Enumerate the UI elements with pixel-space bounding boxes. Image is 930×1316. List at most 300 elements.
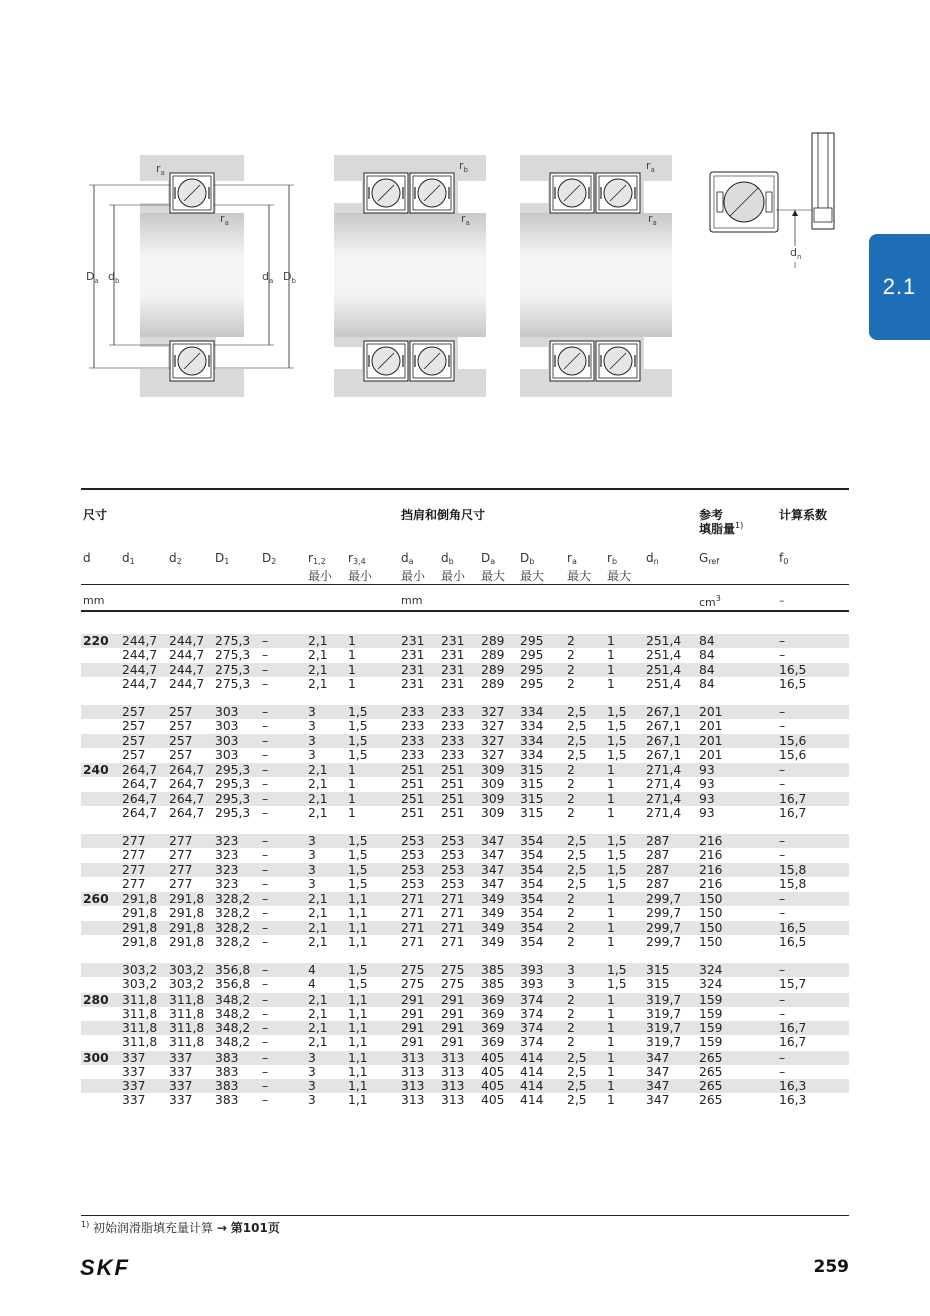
cell-da: 271	[401, 920, 425, 935]
cell-d2: 291,8	[169, 934, 205, 949]
cell-ra: 2,5	[567, 705, 587, 719]
cell-da: 313	[401, 1093, 425, 1108]
cell-D1: 275,3	[215, 648, 251, 663]
cell-Gref: 93	[699, 763, 715, 777]
cell-dn: 267,1	[646, 705, 682, 719]
label-ra: $r_a$	[648, 212, 657, 227]
table-row	[81, 1079, 849, 1093]
cell-D1: 383	[215, 1064, 239, 1079]
cell-f0: 15,6	[779, 747, 807, 762]
cell-f0: –	[779, 1064, 786, 1079]
cell-db: 233	[441, 733, 465, 748]
cell-r34: 1,5	[348, 705, 368, 719]
cell-ra: 2	[567, 662, 575, 677]
cell-ra: 2	[567, 676, 575, 691]
cell-r34: 1,5	[348, 719, 368, 734]
cell-D2: –	[262, 791, 269, 806]
cell-Da: 289	[481, 676, 505, 691]
header-dimensions: 尺寸	[83, 508, 108, 522]
table-bottom-rule	[81, 1215, 849, 1216]
cell-f0: –	[779, 648, 786, 663]
cell-dn: 271,4	[646, 763, 682, 777]
cell-r34: 1,5	[348, 848, 368, 863]
cell-Db: 354	[520, 934, 544, 949]
cell-r12: 2,1	[308, 1006, 328, 1021]
cell-Da: 309	[481, 791, 505, 806]
cell-rb: 1	[607, 892, 615, 906]
table-row	[81, 719, 849, 733]
table-row	[81, 892, 849, 906]
cell-da: 251	[401, 777, 425, 792]
cell-Gref: 159	[699, 1035, 723, 1050]
cell-f0: –	[779, 777, 786, 792]
cell-d2: 244,7	[169, 676, 205, 691]
cell-Da: 369	[481, 1035, 505, 1050]
cell-D2: –	[262, 1035, 269, 1050]
cell-d2: 311,8	[169, 1035, 205, 1050]
cell-f0: –	[779, 719, 786, 734]
cell-ra: 2,5	[567, 1064, 587, 1079]
cell-Db: 414	[520, 1064, 544, 1079]
col-f0: $f_0$	[779, 551, 789, 566]
cell-d2: 291,8	[169, 920, 205, 935]
cell-f0: 16,5	[779, 934, 807, 949]
cell-d1: 291,8	[122, 934, 158, 949]
cell-ra: 2	[567, 777, 575, 792]
cell-Da: 349	[481, 920, 505, 935]
cell-r12: 3	[308, 1050, 316, 1065]
units-rule	[81, 584, 849, 585]
cell-d1: 264,7	[122, 777, 158, 792]
cell-Da: 327	[481, 733, 505, 748]
cell-db: 253	[441, 848, 465, 863]
table-row	[81, 1051, 849, 1065]
table-row	[81, 1093, 849, 1107]
cell-Da: 405	[481, 1050, 505, 1065]
cell-da: 275	[401, 963, 425, 977]
cell-d1: 311,8	[122, 1021, 158, 1035]
cell-Db: 414	[520, 1079, 544, 1093]
cell-d2: 257	[169, 705, 193, 719]
cell-Gref: 84	[699, 634, 715, 648]
cell-r12: 3	[308, 747, 316, 762]
cell-r12: 2,1	[308, 1035, 328, 1050]
cell-db: 275	[441, 963, 465, 977]
cell-D1: 295,3	[215, 763, 251, 777]
cell-r34: 1	[348, 634, 356, 648]
cell-r12: 3	[308, 1064, 316, 1079]
cell-ra: 2	[567, 934, 575, 949]
cell-dn: 315	[646, 963, 670, 977]
section-tab: 2.1	[869, 234, 930, 340]
cell-Db: 295	[520, 662, 544, 677]
cell-Da: 385	[481, 963, 505, 977]
cell-ra: 2	[567, 906, 575, 921]
footnote-marker: 1)	[735, 521, 744, 530]
cell-db: 271	[441, 934, 465, 949]
cell-D2: –	[262, 676, 269, 691]
cell-rb: 1,5	[607, 876, 627, 891]
cell-D2: –	[262, 906, 269, 921]
cell-f0: 15,8	[779, 862, 807, 877]
cell-D1: 356,8	[215, 963, 251, 977]
cell-da: 251	[401, 763, 425, 777]
cell-D1: 356,8	[215, 977, 251, 992]
cell-D1: 348,2	[215, 1021, 251, 1035]
label-db: $d_b$	[108, 270, 120, 285]
cell-d2: 337	[169, 1050, 193, 1065]
table-row	[81, 763, 849, 777]
label-Db: $D_b$	[283, 270, 296, 285]
cell-Gref: 84	[699, 648, 715, 663]
cell-ra: 2,5	[567, 719, 587, 734]
cell-d2: 277	[169, 876, 193, 891]
cell-d: 240	[83, 763, 109, 777]
cell-da: 271	[401, 934, 425, 949]
cell-D2: –	[262, 719, 269, 734]
cell-dn: 347	[646, 1050, 670, 1065]
cell-d1: 277	[122, 834, 146, 848]
cell-ra: 2,5	[567, 1093, 587, 1108]
table-row	[81, 677, 849, 691]
cell-dn: 251,4	[646, 648, 682, 663]
cell-D2: –	[262, 1050, 269, 1065]
cell-d1: 264,7	[122, 805, 158, 820]
cell-dn: 267,1	[646, 747, 682, 762]
cell-Da: 327	[481, 747, 505, 762]
cell-d1: 257	[122, 705, 146, 719]
cell-Gref: 324	[699, 963, 723, 977]
cell-D2: –	[262, 977, 269, 992]
cell-d2: 264,7	[169, 763, 205, 777]
cell-Db: 374	[520, 992, 544, 1007]
cell-da: 233	[401, 747, 425, 762]
cell-d2: 311,8	[169, 992, 205, 1007]
cell-ra: 2	[567, 805, 575, 820]
cell-db: 233	[441, 705, 465, 719]
cell-Gref: 201	[699, 747, 723, 762]
cell-db: 313	[441, 1079, 465, 1093]
cell-db: 291	[441, 992, 465, 1007]
cell-ra: 2	[567, 648, 575, 663]
cell-da: 313	[401, 1064, 425, 1079]
cell-D2: –	[262, 834, 269, 848]
cell-d1: 257	[122, 719, 146, 734]
cell-d1: 291,8	[122, 892, 158, 906]
cell-r34: 1,5	[348, 733, 368, 748]
table-row	[81, 977, 849, 991]
cell-rb: 1	[607, 763, 615, 777]
bearing-arrangement-drawings	[0, 0, 930, 420]
cell-d2: 277	[169, 848, 193, 863]
cell-r12: 2,1	[308, 1021, 328, 1035]
cell-D2: –	[262, 733, 269, 748]
cell-r34: 1	[348, 763, 356, 777]
page-number: 259	[813, 1257, 849, 1277]
cell-r34: 1	[348, 648, 356, 663]
cell-D2: –	[262, 634, 269, 648]
cell-rb: 1,5	[607, 862, 627, 877]
cell-d2: 257	[169, 733, 193, 748]
cell-dn: 347	[646, 1093, 670, 1108]
cell-Db: 374	[520, 1021, 544, 1035]
cell-r34: 1,1	[348, 1050, 368, 1065]
cell-D1: 275,3	[215, 634, 251, 648]
cell-r12: 3	[308, 862, 316, 877]
cell-db: 253	[441, 862, 465, 877]
cell-d2: 291,8	[169, 892, 205, 906]
cell-da: 233	[401, 705, 425, 719]
cell-rb: 1,5	[607, 963, 627, 977]
cell-d1: 303,2	[122, 977, 158, 992]
cell-D2: –	[262, 1093, 269, 1108]
table-row	[81, 648, 849, 662]
cell-Da: 369	[481, 1021, 505, 1035]
cell-dn: 299,7	[646, 906, 682, 921]
cell-D1: 328,2	[215, 892, 251, 906]
cell-Da: 385	[481, 977, 505, 992]
cell-Gref: 324	[699, 977, 723, 992]
cell-rb: 1	[607, 1079, 615, 1093]
cell-ra: 2	[567, 920, 575, 935]
cell-Db: 414	[520, 1050, 544, 1065]
cell-Da: 309	[481, 763, 505, 777]
cell-rb: 1,5	[607, 719, 627, 734]
cell-Da: 289	[481, 634, 505, 648]
cell-D1: 303	[215, 733, 239, 748]
drawing-face-to-face-bearings	[520, 155, 672, 397]
cell-d2: 277	[169, 834, 193, 848]
cell-Da: 405	[481, 1079, 505, 1093]
cell-r12: 3	[308, 1079, 316, 1093]
cell-d1: 277	[122, 848, 146, 863]
cell-f0: 15,7	[779, 977, 807, 992]
cell-D1: 383	[215, 1093, 239, 1108]
cell-d2: 264,7	[169, 791, 205, 806]
label-ra: $r_a$	[646, 159, 655, 174]
cell-d2: 311,8	[169, 1021, 205, 1035]
drawing-single-bearing	[86, 155, 296, 397]
cell-Gref: 265	[699, 1079, 723, 1093]
cell-d2: 337	[169, 1079, 193, 1093]
cell-Gref: 159	[699, 992, 723, 1007]
cell-rb: 1	[607, 777, 615, 792]
cell-r12: 2,1	[308, 805, 328, 820]
cell-da: 253	[401, 834, 425, 848]
cell-Gref: 265	[699, 1093, 723, 1108]
cell-dn: 267,1	[646, 719, 682, 734]
cell-Gref: 201	[699, 733, 723, 748]
cell-ra: 2,5	[567, 1079, 587, 1093]
label-ra: $r_a$	[461, 212, 470, 227]
cell-da: 253	[401, 848, 425, 863]
unit-mm: mm	[83, 594, 105, 607]
cell-da: 291	[401, 1021, 425, 1035]
table-row	[81, 663, 849, 677]
cell-Db: 334	[520, 705, 544, 719]
cell-dn: 347	[646, 1064, 670, 1079]
cell-rb: 1,5	[607, 848, 627, 863]
cell-dn: 287	[646, 862, 670, 877]
cell-db: 271	[441, 920, 465, 935]
cell-r34: 1,1	[348, 906, 368, 921]
cell-Gref: 159	[699, 1021, 723, 1035]
footnote-page-link[interactable]: 第101页	[230, 1221, 280, 1235]
cell-f0: 16,5	[779, 662, 807, 677]
cell-d2: 311,8	[169, 1006, 205, 1021]
cell-f0: –	[779, 848, 786, 863]
cell-da: 231	[401, 648, 425, 663]
cell-ra: 2	[567, 634, 575, 648]
cell-r12: 2,1	[308, 992, 328, 1007]
cell-db: 231	[441, 648, 465, 663]
cell-f0: –	[779, 892, 786, 906]
label-ra: $r_a$	[220, 212, 229, 227]
cell-r12: 2,1	[308, 892, 328, 906]
cell-Db: 315	[520, 805, 544, 820]
cell-rb: 1,5	[607, 733, 627, 748]
cell-r34: 1,5	[348, 747, 368, 762]
cell-dn: 347	[646, 1079, 670, 1093]
cell-Gref: 150	[699, 906, 723, 921]
cell-Gref: 93	[699, 791, 715, 806]
cell-Da: 405	[481, 1093, 505, 1108]
cell-rb: 1	[607, 920, 615, 935]
cell-D2: –	[262, 862, 269, 877]
cell-rb: 1	[607, 805, 615, 820]
cell-dn: 319,7	[646, 992, 682, 1007]
cell-D1: 328,2	[215, 906, 251, 921]
cell-d1: 337	[122, 1050, 146, 1065]
col-r12: $r_{1,2}$ 最小	[308, 551, 333, 583]
cell-Gref: 216	[699, 862, 723, 877]
arrow-right-icon: →	[216, 1221, 227, 1235]
unit-dash: –	[779, 594, 785, 607]
cell-Da: 369	[481, 1006, 505, 1021]
cell-Db: 354	[520, 834, 544, 848]
cell-d: 280	[83, 992, 109, 1007]
col-ra: $r_a$ 最大	[567, 551, 592, 583]
cell-r12: 4	[308, 963, 316, 977]
cell-Da: 349	[481, 934, 505, 949]
cell-f0: 16,5	[779, 676, 807, 691]
cell-rb: 1	[607, 648, 615, 663]
cell-db: 313	[441, 1064, 465, 1079]
cell-ra: 2,5	[567, 1050, 587, 1065]
cell-r34: 1,5	[348, 963, 368, 977]
cell-d2: 257	[169, 747, 193, 762]
cell-D2: –	[262, 747, 269, 762]
cell-r12: 3	[308, 705, 316, 719]
table-row	[81, 748, 849, 762]
label-da: $d_a$	[262, 270, 274, 285]
cell-Gref: 150	[699, 892, 723, 906]
cell-rb: 1	[607, 662, 615, 677]
cell-r34: 1,1	[348, 1021, 368, 1035]
cell-dn: 315	[646, 977, 670, 992]
cell-db: 291	[441, 1006, 465, 1021]
cell-db: 251	[441, 805, 465, 820]
cell-d1: 244,7	[122, 634, 158, 648]
cell-db: 291	[441, 1035, 465, 1050]
cell-da: 291	[401, 1006, 425, 1021]
cell-f0: 16,7	[779, 1021, 807, 1035]
cell-D2: –	[262, 648, 269, 663]
cell-r34: 1,1	[348, 1093, 368, 1108]
cell-Da: 349	[481, 906, 505, 921]
cell-f0: 16,7	[779, 805, 807, 820]
cell-D2: –	[262, 920, 269, 935]
table-top-rule	[81, 488, 849, 490]
cell-r12: 2,1	[308, 934, 328, 949]
cell-rb: 1,5	[607, 834, 627, 848]
cell-da: 231	[401, 634, 425, 648]
cell-Da: 349	[481, 892, 505, 906]
cell-Da: 327	[481, 705, 505, 719]
cell-r34: 1	[348, 777, 356, 792]
cell-d2: 264,7	[169, 805, 205, 820]
cell-db: 253	[441, 876, 465, 891]
cell-rb: 1	[607, 1064, 615, 1079]
col-db: $d_b$ 最小	[441, 551, 466, 583]
cell-dn: 251,4	[646, 662, 682, 677]
cell-db: 251	[441, 763, 465, 777]
table-row	[81, 1065, 849, 1079]
cell-db: 313	[441, 1093, 465, 1108]
table-header-rule	[81, 610, 849, 612]
table-row	[81, 921, 849, 935]
cell-D1: 303	[215, 719, 239, 734]
cell-r34: 1,5	[348, 977, 368, 992]
cell-rb: 1	[607, 791, 615, 806]
cell-d: 260	[83, 892, 109, 906]
cell-D1: 328,2	[215, 920, 251, 935]
cell-r34: 1,1	[348, 1006, 368, 1021]
table-row	[81, 963, 849, 977]
cell-D2: –	[262, 662, 269, 677]
cell-D2: –	[262, 876, 269, 891]
cell-da: 233	[401, 719, 425, 734]
cell-dn: 287	[646, 834, 670, 848]
header-reference-line2: 填脂量$^{1)}$	[699, 521, 744, 536]
cell-da: 313	[401, 1050, 425, 1065]
cell-Gref: 84	[699, 676, 715, 691]
cell-ra: 2	[567, 763, 575, 777]
cell-d1: 277	[122, 862, 146, 877]
cell-f0: 16,3	[779, 1093, 807, 1108]
table-row	[81, 935, 849, 949]
cell-r34: 1	[348, 791, 356, 806]
cell-Db: 354	[520, 892, 544, 906]
cell-r12: 2,1	[308, 763, 328, 777]
cell-Db: 315	[520, 791, 544, 806]
cell-d1: 337	[122, 1079, 146, 1093]
cell-f0: 16,7	[779, 1035, 807, 1050]
drawing-tandem-bearings	[334, 155, 486, 397]
cell-da: 231	[401, 662, 425, 677]
cell-d1: 311,8	[122, 992, 158, 1007]
cell-D1: 323	[215, 834, 239, 848]
cell-D1: 275,3	[215, 662, 251, 677]
cell-d2: 264,7	[169, 777, 205, 792]
col-d1: $d_1$	[122, 551, 135, 566]
cell-ra: 2	[567, 791, 575, 806]
cell-ra: 3	[567, 977, 575, 992]
cell-Da: 347	[481, 848, 505, 863]
cell-r12: 2,1	[308, 906, 328, 921]
table-row	[81, 877, 849, 891]
cell-da: 291	[401, 1035, 425, 1050]
